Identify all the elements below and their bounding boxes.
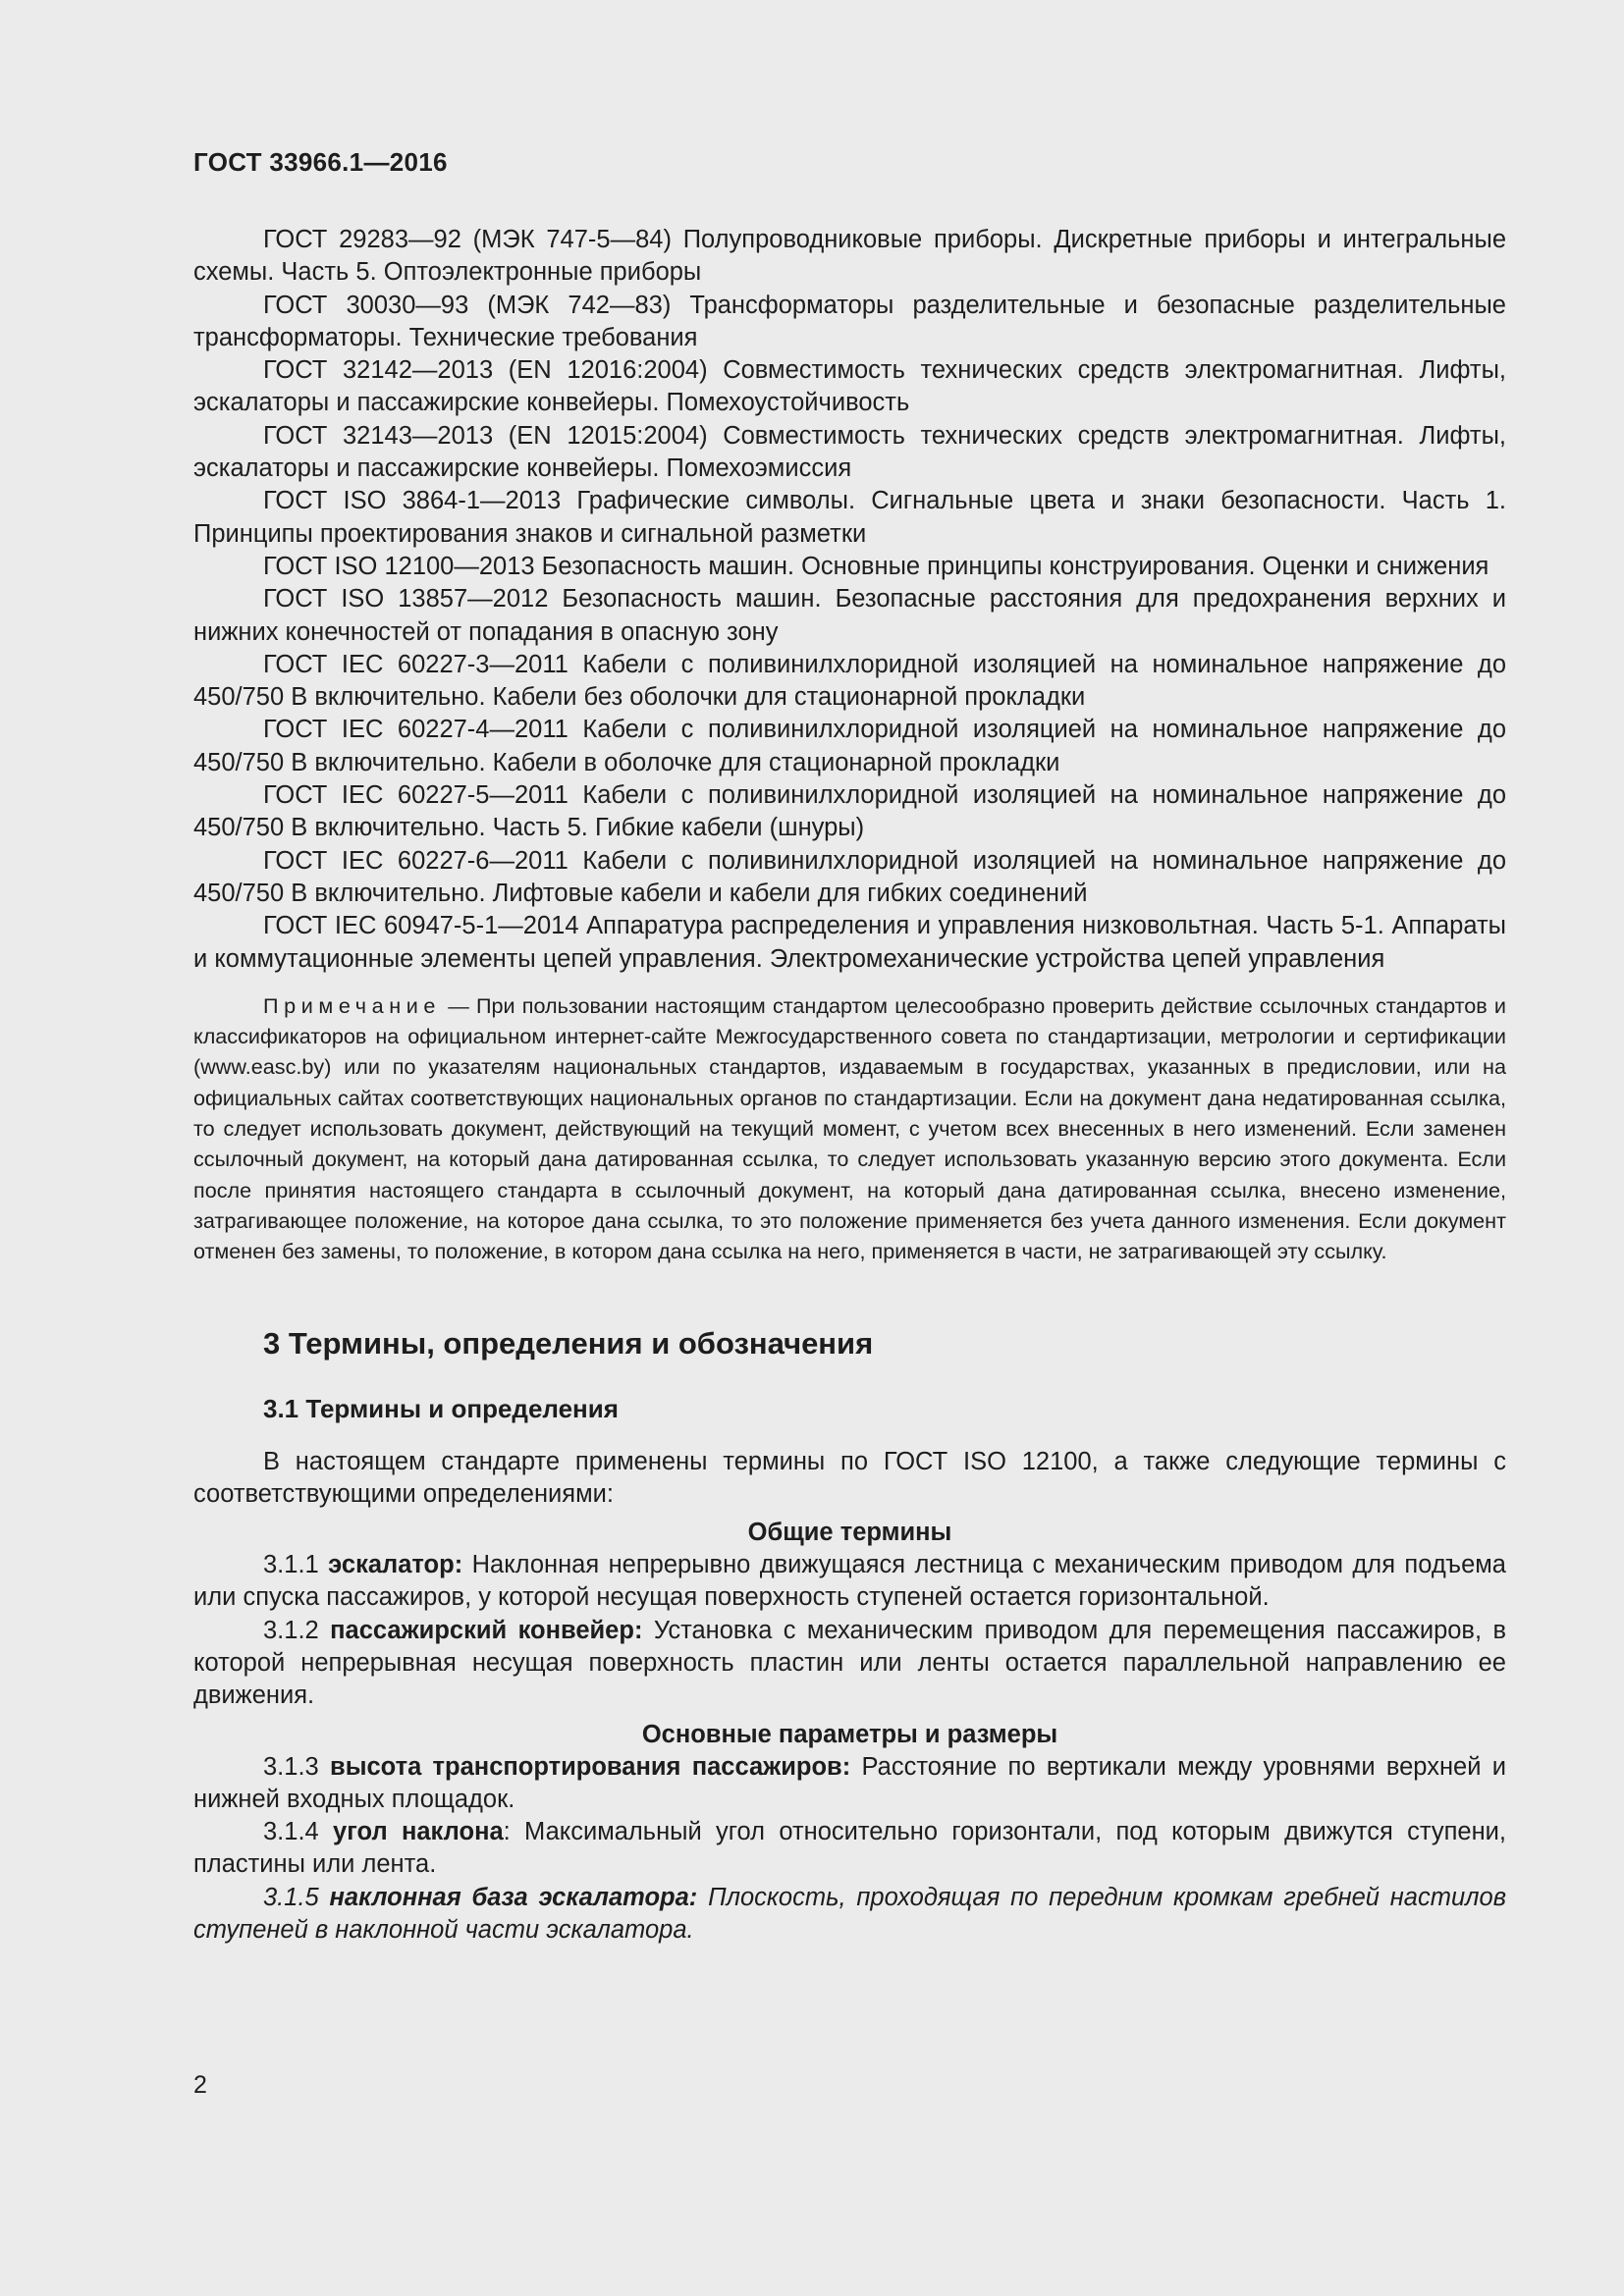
note-text: — При пользовании настоящим стандартом целесообразно проверить действие ссылочных стандартов и классификаторов на официальном интернет-сайте Межгосударственного совета по стандартизации, метрологии и сертификации (www.easc.by) или по указателям национальных стандартов, издаваемым в государствах, указанных в предисловии, или на официальных сайтах соответствующих национальных органов по стандартизации. Если на документ дана недатированная ссылка, то следует использовать документ, действующий на текущий момент, с учетом всех внесенных в него изменений. Если заменен ссылочный документ, на который дана датированная ссылка, то следует использовать указанную версию этого документа. Если после принятия настоящего стандарта в ссылочный документ, на который дана датированная ссылка, внесено изменение, затрагивающее положение, на которое дана ссылка, то это положение применяется без учета данного изменения. Если документ отменен без замены, то положение, в котором дана ссылка на него, применяется в части, не затрагивающей эту ссылку. — [193, 992, 1506, 1264]
reference-item: ГОСТ ISO 13857—2012 Безопасность машин. Безопасные расстояния для предохранения верхних и нижних конечностей от попадания в опасную зону — [193, 585, 1506, 646]
section-intro: В настоящем стандарте применены термины по ГОСТ ISO 12100, а также следующие термины с соответствующими определениями: — [193, 1447, 1506, 1508]
reference-item: ГОСТ IEC 60227-6—2011 Кабели с поливинилхлоридной изоляцией на номинальное напряжение до 450/750 В включительно. Лифтовые кабели и кабели для гибких соединений — [193, 846, 1506, 907]
reference-item: ГОСТ ISO 3864-1—2013 Графические символы. Сигнальные цвета и знаки безопасности. Часть 1. Принципы проектирования знаков и сигнальной разметки — [193, 487, 1506, 548]
term-entry — [193, 1816, 1506, 1882]
term-number: 3.1.1 — [263, 1551, 319, 1579]
term-entry — [193, 1615, 1506, 1713]
reference-item: ГОСТ 32142—2013 (EN 12016:2004) Совместимость технических средств электромагнитная. Лифты, эскалаторы и пассажирские конвейеры. Помехоустойчивость — [193, 356, 1506, 417]
term-definition: : Максимальный угол относительно горизонтали, под которым движутся ступени, пластины или лента. — [193, 1818, 1507, 1879]
term-entry — [193, 1751, 1506, 1817]
page-content — [193, 224, 1506, 1947]
note-label: Примечание — [263, 992, 441, 1018]
term-entry — [193, 1882, 1506, 1948]
reference-item: ГОСТ 30030—93 (МЭК 742—83) Трансформаторы разделительные и безопасные разделительные трансформаторы. Технические требования — [193, 291, 1506, 351]
reference-item: ГОСТ 29283—92 (МЭК 747-5—84) Полупроводниковые приборы. Дискретные приборы и интегральные схемы. Часть 5. Оптоэлектронные приборы — [193, 226, 1506, 287]
term-definition: Наклонная непрерывно движущаяся лестница с механическим приводом для подъема или спуска пассажиров, у которой несущая поверхность ступеней остается горизонтальной. — [193, 1551, 1506, 1612]
term-number: 3.1.2 — [263, 1616, 319, 1644]
group-title-general: Общие термины — [747, 1519, 952, 1547]
note-paragraph — [193, 990, 1506, 1267]
term-name: наклонная база эскалатора: — [329, 1883, 698, 1911]
term-number: 3.1.4 — [263, 1818, 319, 1846]
group-title-parameters: Основные параметры и размеры — [641, 1720, 1058, 1748]
term-number: 3.1.5 — [263, 1883, 319, 1911]
reference-item: ГОСТ ISO 12100—2013 Безопасность машин. Основные принципы конструирования. Оценки и снижения — [263, 552, 1489, 580]
term-definition: Установка с механическим приводом для перемещения пассажиров, в которой непрерывная несущая поверхность пластин или ленты остается параллельной направлению ее движения. — [193, 1616, 1507, 1710]
reference-item: ГОСТ IEC 60227-4—2011 Кабели с поливинилхлоридной изоляцией на номинальное напряжение до 450/750 В включительно. Кабели в оболочке для стационарной прокладки — [193, 716, 1506, 776]
term-entry — [193, 1549, 1506, 1615]
page-number: 2 — [193, 2071, 207, 2099]
reference-item: ГОСТ IEC 60227-5—2011 Кабели с поливинилхлоридной изоляцией на номинальное напряжение до 450/750 В включительно. Часть 5. Гибкие кабели (шнуры) — [193, 781, 1506, 842]
term-definition: Расстояние по вертикали между уровнями верхней и нижней входных площадок. — [193, 1752, 1506, 1813]
term-definition: Плоскость, проходящая по передним кромкам гребней настилов ступеней в наклонной части эскалатора. — [193, 1883, 1507, 1945]
references-list — [193, 224, 1506, 976]
term-name: пассажирский конвейер: — [330, 1616, 643, 1644]
document-code-header: ГОСТ 33966.1—2016 — [193, 147, 448, 177]
term-number: 3.1.3 — [263, 1752, 319, 1781]
subsection-title: 3.1 Термины и определения — [263, 1393, 619, 1423]
term-name: высота транспортирования пассажиров: — [330, 1752, 851, 1781]
reference-item: ГОСТ IEC 60947-5-1—2014 Аппаратура распределения и управления низковольтная. Часть 5-1. Аппараты и коммутационные элементы цепей управления. Электромеханические устройства цепей управления — [193, 912, 1506, 973]
term-name: угол наклона — [333, 1818, 504, 1846]
reference-item: ГОСТ IEC 60227-3—2011 Кабели с поливинилхлоридной изоляцией на номинальное напряжение до 450/750 В включительно. Кабели без оболочки для стационарной прокладки — [193, 650, 1506, 712]
section-title: 3 Термины, определения и обозначения — [263, 1325, 874, 1361]
term-name: эскалатор: — [328, 1551, 463, 1579]
reference-item: ГОСТ 32143—2013 (EN 12015:2004) Совместимость технических средств электромагнитная. Лифты, эскалаторы и пассажирские конвейеры. Помехоэмиссия — [193, 421, 1506, 483]
